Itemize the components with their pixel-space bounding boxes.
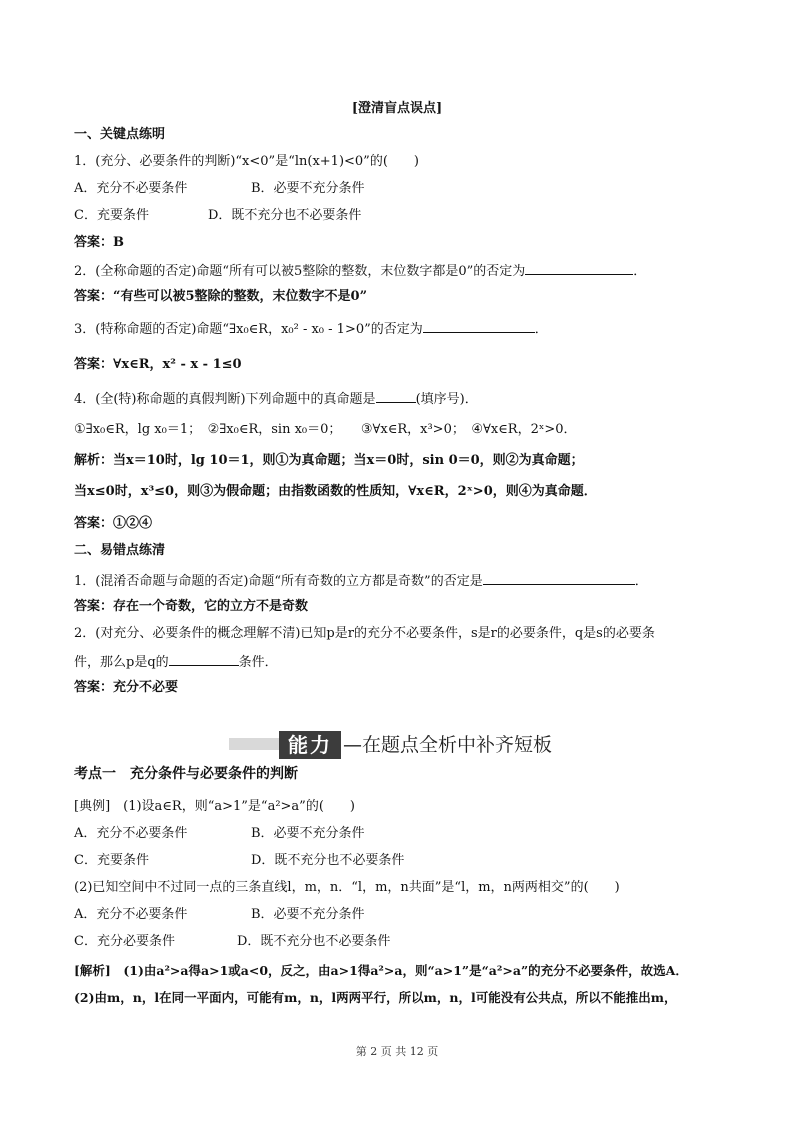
part1-heading: 一、关键点练明 <box>74 127 166 142</box>
ex1-option-b: B．必要不充分条件 <box>251 826 365 841</box>
q2-stem <box>74 261 646 281</box>
q3-stem-text: 3．(特称命题的否定)命题“∃x₀∈R，x₀² - x₀ - 1>0”的否定为 <box>74 322 423 337</box>
q2-stem-text: 2．(全称命题的否定)命题“所有可以被5整除的整数，末位数字都是0”的否定为 <box>74 264 526 279</box>
q2-stem-end: ． <box>633 264 647 279</box>
q3-blank <box>423 319 535 333</box>
q1-answer: 答案：B <box>74 235 124 250</box>
q4-analysis-line1: 解析：当x＝10时，lg 10＝1，则①为真命题；当x＝0时，sin 0＝0，则②为真命题； <box>74 453 584 468</box>
ex2-option-d: D．既不充分也不必要条件 <box>237 934 391 949</box>
ex2-option-c: C．充分必要条件 <box>74 934 175 949</box>
q3-answer: 答案：∀x∈R，x² - x - 1≤0 <box>74 357 242 372</box>
banner-tagline: —在题点全析中补齐短板 <box>343 734 553 756</box>
q1-stem: 1．(充分、必要条件的判断)“x<0”是“ln(x+1)<0”的( ) <box>74 154 419 169</box>
p2-q2-stem-line1: 2．(对充分、必要条件的概念理解不清)已知p是r的充分不必要条件，s是r的必要条件，q是s的必要条 <box>74 626 655 641</box>
analysis-line2: (2)由m，n，l在同一平面内，可能有m，n，l两两平行，所以m，n，l可能没有公共点，所以不能推出m， <box>74 990 677 1005</box>
p2-q2-stem-line2 <box>74 652 278 672</box>
q2-answer: 答案：“有些可以被5整除的整数，末位数字不是0” <box>74 289 368 304</box>
p2-q1-blank <box>483 571 635 585</box>
q4-blank <box>376 389 416 403</box>
p2-q2-stem-text: 件，那么p是q的 <box>74 655 169 670</box>
q3-stem-end: ． <box>534 322 548 337</box>
q2-blank <box>525 261 633 275</box>
q1-option-b: B．必要不充分条件 <box>251 181 365 196</box>
q4-analysis-line2: 当x≤0时，x³≤0，则③为假命题；由指数函数的性质知，∀x∈R，2ˣ>0，则④为真命题． <box>74 484 597 499</box>
p2-q1-stem <box>74 571 648 591</box>
q1-option-d: D．既不充分也不必要条件 <box>208 208 362 223</box>
p2-q2-blank <box>169 652 239 666</box>
p2-q2-stem-end: 条件． <box>238 655 278 670</box>
p2-q2-answer: 答案：充分不必要 <box>74 680 179 695</box>
q3-stem <box>74 319 548 339</box>
q4-stem <box>74 389 478 409</box>
q4-answer: 答案：①②④ <box>74 516 153 531</box>
q4-stem-text: 4．(全(特)称命题的真假判断)下列命题中的真命题是 <box>74 392 376 407</box>
ex2-option-a: A．充分不必要条件 <box>74 907 188 922</box>
ex2-stem: (2)已知空间中不过同一点的三条直线l，m，n．“l，m，n共面”是“l，m，n两两相交”的( ) <box>74 880 620 895</box>
analysis-line1: [解析] (1)由a²>a得a>1或a<0，反之，由a>1得a²>a，则“a>1”是“a²>a”的充分不必要条件，故选A． <box>74 963 688 978</box>
ex1-option-d: D．既不充分也不必要条件 <box>251 853 405 868</box>
ex1-option-a: A．充分不必要条件 <box>74 826 188 841</box>
q4-stem-end: (填序号)． <box>415 392 478 407</box>
banner-bar <box>229 738 279 750</box>
p2-q1-stem-end: ． <box>634 574 648 589</box>
page-footer: 第 2 页 共 12 页 <box>355 1045 439 1058</box>
p2-q1-answer: 答案：存在一个奇数，它的立方不是奇数 <box>74 599 309 614</box>
kaodian-heading: 考点一 充分条件与必要条件的判断 <box>74 766 298 782</box>
ex1-option-c: C．充要条件 <box>74 853 149 868</box>
p2-q1-stem-text: 1．(混淆否命题与命题的否定)命题“所有奇数的立方都是奇数”的否定是 <box>74 574 483 589</box>
part2-heading: 二、易错点练清 <box>74 543 166 558</box>
section-title: [澄清盲点误点] <box>351 101 443 116</box>
q1-option-a: A．充分不必要条件 <box>74 181 188 196</box>
q4-items: ①∃x₀∈R，lg x₀＝1； ②∃x₀∈R，sin x₀＝0； ③∀x∈R，x³>0； ④∀x∈R，2ˣ>0． <box>74 422 577 437</box>
q1-option-c: C．充要条件 <box>74 208 149 223</box>
banner-word: 能力 <box>288 733 332 757</box>
ex2-option-b: B．必要不充分条件 <box>251 907 365 922</box>
ex1-stem: [典例] (1)设a∈R，则“a>1”是“a²>a”的( ) <box>74 799 355 814</box>
